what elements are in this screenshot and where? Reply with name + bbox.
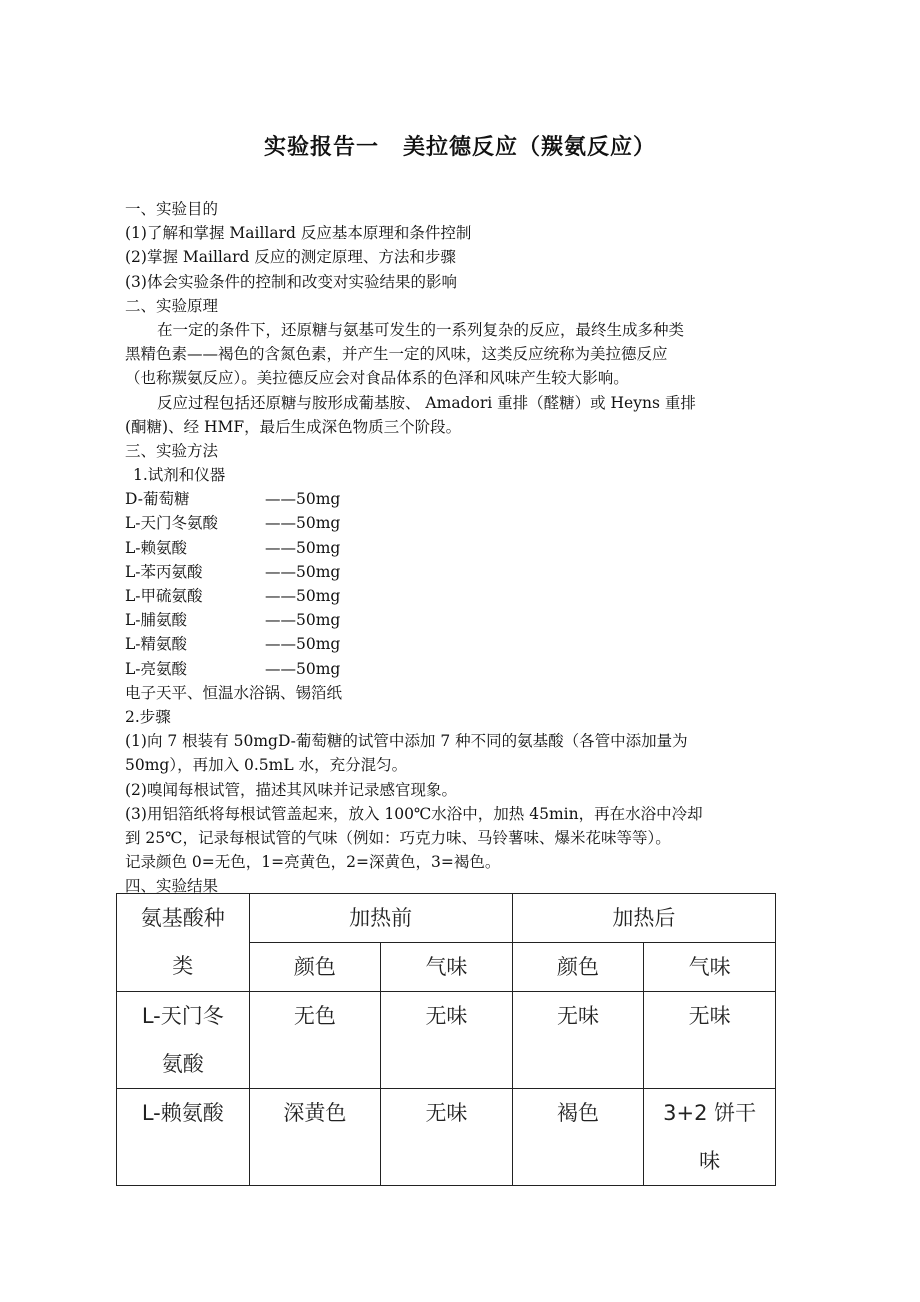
principle-para1-line: 黑精色素——褐色的含氮色素，并产生一定的风味，这类反应统称为美拉德反应 [125, 345, 668, 364]
reagent-row [125, 560, 800, 584]
step-line: 记录颜色 0=无色，1=亮黄色，2=深黄色，3=褐色。 [125, 853, 501, 872]
method-subheading-steps: 2.步骤 [125, 707, 171, 726]
subheader-smell: 气味 [644, 943, 776, 992]
purpose-item: (1)了解和掌握 Maillard 反应基本原理和条件控制 [125, 224, 472, 243]
reagent-row [125, 584, 800, 608]
reagent-name: L-精氨酸 [125, 635, 188, 654]
cell-after-color: 无味 [512, 992, 644, 1089]
page-title [0, 130, 920, 161]
results-table [116, 893, 776, 1186]
purpose-item: (2)掌握 Maillard 反应的测定原理、方法和步骤 [125, 248, 456, 267]
reagent-name: L-甲硫氨酸 [125, 587, 203, 605]
subheader-color: 颜色 [512, 943, 644, 992]
header-text: 氨基酸种 [140, 906, 225, 930]
subheader-color: 颜色 [249, 943, 381, 992]
section-heading-results: 四、实验结果 [125, 877, 219, 896]
table-header-row [117, 894, 776, 943]
principle-para1-line: 在一定的条件下，还原糖与氨基可发生的一系列复杂的反应，最终生成多种类 [157, 320, 685, 339]
reagent-name: L-亮氨酸 [125, 659, 188, 678]
method-subheading-reagents: 1.试剂和仪器 [133, 466, 226, 485]
cell-after-smell [644, 992, 776, 1089]
reagent-row [125, 511, 800, 535]
header-text: 类 [172, 954, 194, 978]
header-after-heating: 加热后 [512, 894, 775, 943]
step-line: 到 25℃，记录每根试管的气味（例如：巧克力味、马铃薯味、爆米花味等等）。 [125, 828, 671, 847]
header-before-heating: 加热前 [249, 894, 512, 943]
reagent-row [125, 487, 800, 511]
table-row [117, 992, 776, 1089]
table-row [117, 1089, 776, 1186]
reagent-row [125, 536, 800, 560]
principle-para2-line: (酮糖)、经 HMF，最后生成深色物质三个阶段。 [125, 417, 462, 436]
cell-text: 3+2 饼干 [663, 1101, 757, 1125]
title-part-1: 实验报告一 [263, 134, 379, 160]
reagent-amount: ——50mg [265, 490, 341, 509]
header-amino-acid-type [117, 894, 250, 992]
reagent-name: L-天门冬氨酸 [125, 514, 219, 533]
reagent-amount: ——50mg [265, 562, 341, 581]
purpose-item: (3)体会实验条件的控制和改变对实验结果的影响 [125, 272, 457, 291]
reagent-amount: ——50mg [265, 514, 341, 533]
reagent-name: D-葡萄糖 [125, 490, 190, 509]
cell-before-smell: 无味 [381, 992, 513, 1089]
principle-para2-line: 反应过程包括还原糖与胺形成葡基胺、 Amadori 重排（醛糖）或 Heyns 重排 [157, 393, 696, 412]
reagent-name: L-赖氨酸 [125, 538, 188, 557]
section-heading-purpose: 一、实验目的 [125, 200, 219, 218]
step-line: (1)向 7 根装有 50mgD-葡萄糖的试管中添加 7 种不同的氨基酸（各管中添加量为 [125, 732, 688, 751]
subheader-smell: 气味 [381, 943, 513, 992]
cell-text: 氨酸 [161, 1052, 204, 1076]
cell-before-color: 无色 [249, 992, 381, 1089]
cell-text: 无味 [688, 1004, 731, 1028]
cell-before-color: 深黄色 [249, 1089, 381, 1186]
reagent-row [125, 608, 800, 632]
reagent-row [125, 657, 800, 681]
cell-text: 味 [699, 1149, 721, 1173]
reagent-amount: ——50mg [265, 611, 341, 630]
principle-para1-line: （也称羰氨反应）。美拉德反应会对食品体系的色泽和风味产生较大影响。 [125, 369, 629, 388]
reagent-name: L-苯丙氨酸 [125, 562, 203, 581]
cell-amino-acid [117, 1089, 250, 1186]
cell-amino-acid [117, 992, 250, 1089]
cell-text: L-赖氨酸 [141, 1101, 224, 1125]
title-part-2: 美拉德反应（羰氨反应） [403, 134, 657, 160]
reagent-amount: ——50mg [265, 635, 341, 654]
reagent-name: L-脯氨酸 [125, 611, 188, 630]
section-heading-principle: 二、实验原理 [125, 296, 219, 315]
reagent-amount: ——50mg [265, 587, 341, 605]
document-body [125, 197, 800, 898]
reagent-amount: ——50mg [265, 659, 341, 678]
instruments-line: 电子天平、恒温水浴锅、锡箔纸 [125, 683, 343, 702]
section-heading-method: 三、实验方法 [125, 441, 219, 460]
cell-after-smell [644, 1089, 776, 1186]
cell-after-color: 褐色 [512, 1089, 644, 1186]
step-line: 50mg），再加入 0.5mL 水，充分混匀。 [125, 756, 408, 775]
reagent-amount: ——50mg [265, 538, 341, 557]
reagent-row [125, 632, 800, 656]
step-line: (3)用铝箔纸将每根试管盖起来，放入 100℃水浴中，加热 45min，再在水浴中冷却 [125, 804, 703, 823]
cell-before-smell: 无味 [381, 1089, 513, 1186]
step-line: (2)嗅闻每根试管，描述其风味并记录感官现象。 [125, 780, 457, 799]
cell-text: L-天门冬 [141, 1004, 224, 1028]
